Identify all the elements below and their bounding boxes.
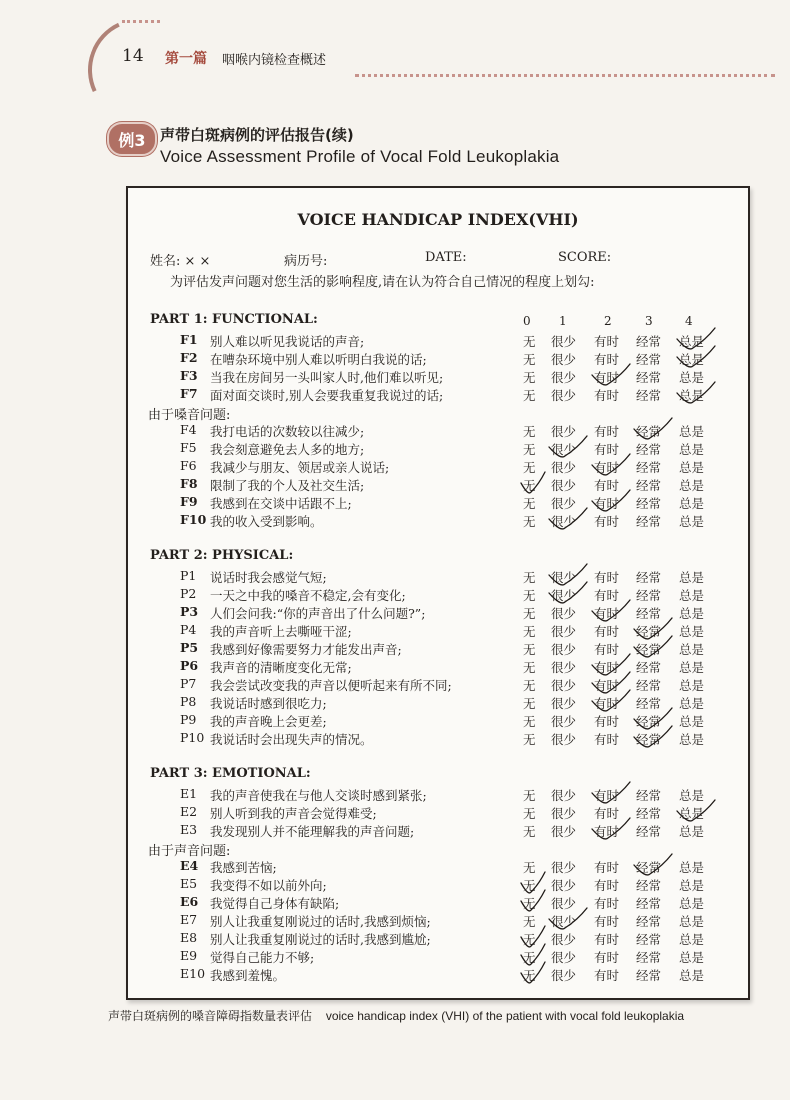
question-row [128,694,748,712]
question-text: 觉得自己能力不够; [210,950,315,965]
option-4[interactable]: 总是 [679,496,705,511]
question-row [128,512,748,530]
question-text: 别人听到我的声音会觉得难受; [210,806,377,821]
option-4[interactable]: 总是 [679,696,705,711]
question-row [128,458,748,476]
option-2[interactable]: 有时 [594,370,620,385]
question-code: P6 [180,658,199,673]
question-text: 限制了我的个人及社交生活; [210,478,365,493]
option-3[interactable]: 经常 [636,932,662,947]
option-2[interactable]: 有时 [594,334,620,349]
question-text: 人们会问我:“你的声音出了什么问题?”; [210,606,426,621]
option-3[interactable]: 经常 [636,968,662,983]
option-3[interactable]: 经常 [636,696,662,711]
chapter-title: 咽喉内镜检查概述 [222,53,327,68]
option-1[interactable]: 很少 [551,442,577,457]
option-1[interactable]: 很少 [551,878,577,893]
option-3[interactable]: 经常 [636,788,662,803]
question-code: E5 [180,876,198,891]
question-code: F2 [180,350,198,365]
option-0[interactable]: 无 [523,334,536,349]
question-text: 我感到在交谈中话跟不上; [210,496,352,511]
question-code: F3 [180,368,198,383]
caption-en: voice handicap index (VHI) of the patient with vocal fold leukoplakia [325,1009,685,1023]
question-code: F7 [180,386,198,401]
option-1[interactable]: 很少 [551,896,577,911]
question-code: F1 [180,332,198,347]
option-1[interactable]: 很少 [551,460,577,475]
option-0[interactable]: 无 [523,714,536,729]
option-2[interactable]: 有时 [594,968,620,983]
option-1[interactable]: 很少 [551,370,577,385]
part-heading: PART 2: PHYSICAL: [150,548,294,563]
question-code: E4 [180,858,199,873]
option-4[interactable]: 总是 [679,606,705,621]
form-title: VOICE HANDICAP INDEX(VHI) [297,210,579,229]
option-0[interactable]: 无 [523,606,536,621]
question-code: P2 [180,586,197,601]
option-0[interactable]: 无 [523,496,536,511]
vhi-form [126,186,750,1000]
question-code: E10 [180,966,206,981]
question-text: 我感到苦恼; [210,860,277,875]
option-2[interactable]: 有时 [594,950,620,965]
option-4[interactable]: 总是 [679,914,705,929]
option-1[interactable]: 很少 [551,678,577,693]
option-0[interactable]: 无 [523,860,536,875]
option-0[interactable]: 无 [523,932,536,947]
question-row [128,676,748,694]
question-text: 别人让我重复刚说过的话时,我感到烦恼; [210,914,431,929]
question-code: E7 [180,912,198,927]
header-arc-decoration [73,3,206,136]
option-4[interactable]: 总是 [679,824,705,839]
option-0[interactable]: 无 [523,370,536,385]
option-4[interactable]: 总是 [679,570,705,585]
option-0[interactable]: 无 [523,950,536,965]
option-1[interactable]: 很少 [551,824,577,839]
option-2[interactable]: 有时 [594,860,620,875]
option-4[interactable]: 总是 [679,514,705,529]
option-2[interactable]: 有时 [594,660,620,675]
option-0[interactable]: 无 [523,624,536,639]
question-row [128,640,748,658]
name-field: 姓名: × × [150,254,211,269]
option-0[interactable]: 无 [523,514,536,529]
question-text: 我的声音使我在与他人交谈时感到紧张; [210,788,427,803]
option-3[interactable]: 经常 [636,442,662,457]
sub-heading: 由于声音问题: [148,844,231,859]
option-4[interactable]: 总是 [679,732,705,747]
question-row [128,876,748,894]
option-2[interactable]: 有时 [594,388,620,403]
question-code: E2 [180,804,198,819]
option-3[interactable]: 经常 [636,678,662,693]
question-text: 我觉得自己身体有缺陷; [210,896,340,911]
option-0[interactable]: 无 [523,352,536,367]
question-code: P1 [180,568,197,583]
option-2[interactable]: 有时 [594,824,620,839]
question-text: 我说话时感到很吃力; [210,696,327,711]
question-text: 我的声音听上去嘶哑干涩; [210,624,352,639]
option-0[interactable]: 无 [523,696,536,711]
question-row [128,822,748,840]
question-row [128,586,748,604]
question-row [128,786,748,804]
option-0[interactable]: 无 [523,806,536,821]
option-2[interactable]: 有时 [594,496,620,511]
option-4[interactable]: 总是 [679,352,705,367]
option-1[interactable]: 很少 [551,950,577,965]
question-text: 我的收入受到影响。 [210,514,323,529]
question-code: F9 [180,494,198,509]
option-2[interactable]: 有时 [594,878,620,893]
option-0[interactable]: 无 [523,570,536,585]
option-0[interactable]: 无 [523,788,536,803]
option-2[interactable]: 有时 [594,896,620,911]
option-4[interactable]: 总是 [679,860,705,875]
option-2[interactable]: 有时 [594,732,620,747]
option-2[interactable]: 有时 [594,352,620,367]
option-3[interactable]: 经常 [636,514,662,529]
question-row [128,912,748,930]
option-4[interactable]: 总是 [679,806,705,821]
option-1[interactable]: 很少 [551,570,577,585]
question-row [128,440,748,458]
question-code: F4 [180,422,197,437]
option-0[interactable]: 无 [523,896,536,911]
question-code: P5 [180,640,199,655]
option-2[interactable]: 有时 [594,642,620,657]
question-text: 我感到好像需要努力才能发出声音; [210,642,402,657]
option-2[interactable]: 有时 [594,514,620,529]
option-0[interactable]: 无 [523,388,536,403]
question-text: 在嘈杂环境中别人难以听明白我说的话; [210,352,427,367]
option-0[interactable]: 无 [523,824,536,839]
option-1[interactable]: 很少 [551,732,577,747]
option-1[interactable]: 很少 [551,496,577,511]
option-1[interactable]: 很少 [551,388,577,403]
option-3[interactable]: 经常 [636,824,662,839]
option-3[interactable]: 经常 [636,424,662,439]
question-row [128,494,748,512]
chapter-label: 第一篇 [165,51,207,67]
record-number-field: 病历号: [284,254,328,269]
question-row [128,476,748,494]
sub-heading: 由于嗓音问题: [148,408,231,423]
option-2[interactable]: 有时 [594,696,620,711]
question-code: F5 [180,440,197,455]
option-1[interactable]: 很少 [551,334,577,349]
option-2[interactable]: 有时 [594,624,620,639]
option-0[interactable]: 无 [523,478,536,493]
option-4[interactable]: 总是 [679,950,705,965]
question-row [128,368,748,386]
question-row [128,622,748,640]
question-text: 别人让我重复刚说过的话时,我感到尴尬; [210,932,431,947]
question-row [128,930,748,948]
option-2[interactable]: 有时 [594,424,620,439]
question-text: 别人难以听见我说话的声音; [210,334,365,349]
option-2[interactable]: 有时 [594,606,620,621]
option-3[interactable]: 经常 [636,460,662,475]
option-3[interactable]: 经常 [636,714,662,729]
question-row [128,730,748,748]
option-3[interactable]: 经常 [636,642,662,657]
option-0[interactable]: 无 [523,914,536,929]
option-3[interactable]: 经常 [636,370,662,385]
option-4[interactable]: 总是 [679,932,705,947]
option-0[interactable]: 无 [523,642,536,657]
question-code: F6 [180,458,197,473]
option-4[interactable]: 总是 [679,896,705,911]
option-1[interactable]: 很少 [551,696,577,711]
question-code: E9 [180,948,198,963]
option-2[interactable]: 有时 [594,806,620,821]
question-text: 我声音的清晰度变化无常; [210,660,352,675]
option-3[interactable]: 经常 [636,732,662,747]
option-1[interactable]: 很少 [551,806,577,821]
question-row [128,858,748,876]
option-4[interactable]: 总是 [679,788,705,803]
option-4[interactable]: 总是 [679,370,705,385]
question-text: 当我在房间另一头叫家人时,他们难以听见; [210,370,444,385]
option-1[interactable]: 很少 [551,714,577,729]
example-title-en: Voice Assessment Profile of Vocal Fold Leukoplakia [160,147,560,166]
option-2[interactable]: 有时 [594,714,620,729]
scale-0: 0 [523,314,531,328]
question-text: 我感到羞愧。 [210,968,286,983]
question-row [128,386,748,404]
score-field: SCORE: [558,250,612,265]
question-text: 我减少与朋友、领居或亲人说话; [210,460,390,475]
option-3[interactable]: 经常 [636,914,662,929]
option-1[interactable]: 很少 [551,606,577,621]
option-3[interactable]: 经常 [636,860,662,875]
option-3[interactable]: 经常 [636,950,662,965]
header-dotted-line-top [122,20,160,23]
option-1[interactable]: 很少 [551,514,577,529]
option-4[interactable]: 总是 [679,588,705,603]
question-code: E3 [180,822,198,837]
option-4[interactable]: 总是 [679,714,705,729]
example-badge: 例3 [107,122,157,156]
option-0[interactable]: 无 [523,660,536,675]
option-0[interactable]: 无 [523,678,536,693]
option-0[interactable]: 无 [523,460,536,475]
option-1[interactable]: 很少 [551,642,577,657]
question-code: P4 [180,622,197,637]
question-row [128,804,748,822]
question-text: 我发现别人并不能理解我的声音问题; [210,824,415,839]
question-row [128,568,748,586]
option-1[interactable]: 很少 [551,624,577,639]
question-code: P10 [180,730,205,745]
figure-caption [108,1007,684,1024]
option-3[interactable]: 经常 [636,334,662,349]
header-dotted-line [355,74,775,77]
part-heading: PART 1: FUNCTIONAL: [150,312,318,327]
option-3[interactable]: 经常 [636,878,662,893]
date-field: DATE: [425,250,467,265]
option-2[interactable]: 有时 [594,442,620,457]
option-1[interactable]: 很少 [551,424,577,439]
option-0[interactable]: 无 [523,732,536,747]
option-0[interactable]: 无 [523,968,536,983]
question-text: 一天之中我的嗓音不稳定,会有变化; [210,588,406,603]
question-row [128,658,748,676]
question-text: 我打电话的次数较以往减少; [210,424,365,439]
option-1[interactable]: 很少 [551,788,577,803]
question-row [128,604,748,622]
option-3[interactable]: 经常 [636,388,662,403]
question-code: E1 [180,786,198,801]
question-text: 我说话时会出现失声的情况。 [210,732,373,747]
option-1[interactable]: 很少 [551,914,577,929]
question-code: P8 [180,694,197,709]
question-text: 面对面交谈时,别人会要我重复我说过的话; [210,388,444,403]
question-code: P3 [180,604,199,619]
option-2[interactable]: 有时 [594,588,620,603]
option-4[interactable]: 总是 [679,968,705,983]
option-3[interactable]: 经常 [636,896,662,911]
option-0[interactable]: 无 [523,424,536,439]
option-3[interactable]: 经常 [636,806,662,821]
scale-3: 3 [645,314,653,328]
option-2[interactable]: 有时 [594,570,620,585]
option-3[interactable]: 经常 [636,496,662,511]
page-number: 14 [122,46,144,66]
option-1[interactable]: 很少 [551,968,577,983]
option-4[interactable]: 总是 [679,660,705,675]
scale-4: 4 [685,314,693,328]
option-4[interactable]: 总是 [679,460,705,475]
option-3[interactable]: 经常 [636,660,662,675]
question-text: 说话时我会感觉气短; [210,570,327,585]
question-code: P7 [180,676,197,691]
question-row [128,712,748,730]
option-3[interactable]: 经常 [636,624,662,639]
scale-1: 1 [559,314,567,328]
option-4[interactable]: 总是 [679,334,705,349]
option-1[interactable]: 很少 [551,932,577,947]
question-row [128,894,748,912]
option-4[interactable]: 总是 [679,388,705,403]
question-text: 我会刻意避免去人多的地方; [210,442,365,457]
option-4[interactable]: 总是 [679,624,705,639]
part-heading: PART 3: EMOTIONAL: [150,766,311,781]
option-4[interactable]: 总是 [679,442,705,457]
option-4[interactable]: 总是 [679,478,705,493]
option-0[interactable]: 无 [523,442,536,457]
option-0[interactable]: 无 [523,878,536,893]
scale-2: 2 [604,314,612,328]
question-row [128,332,748,350]
question-row [128,948,748,966]
option-2[interactable]: 有时 [594,678,620,693]
question-row [128,422,748,440]
option-4[interactable]: 总是 [679,878,705,893]
question-code: E8 [180,930,198,945]
option-4[interactable]: 总是 [679,678,705,693]
option-0[interactable]: 无 [523,588,536,603]
question-row [128,966,748,984]
option-3[interactable]: 经常 [636,570,662,585]
question-text: 我的声音晚上会更差; [210,714,327,729]
question-text: 我会尝试改变我的声音以便听起来有所不同; [210,678,452,693]
option-1[interactable]: 很少 [551,588,577,603]
option-2[interactable]: 有时 [594,460,620,475]
example-title-cn: 声带白斑病例的评估报告(续) [160,126,354,144]
option-1[interactable]: 很少 [551,478,577,493]
question-code: E6 [180,894,199,909]
option-2[interactable]: 有时 [594,914,620,929]
option-1[interactable]: 很少 [551,352,577,367]
instruction-text: 为评估发声问题对您生活的影响程度,请在认为符合自己情况的程度上划勾: [170,275,595,290]
question-row [128,350,748,368]
question-code: P9 [180,712,197,727]
option-3[interactable]: 经常 [636,606,662,621]
option-2[interactable]: 有时 [594,788,620,803]
question-text: 我变得不如以前外向; [210,878,327,893]
question-code: F10 [180,512,207,527]
question-code: F8 [180,476,198,491]
caption-cn: 声带白斑病例的嗓音障碍指数量表评估 [108,1009,313,1023]
option-1[interactable]: 很少 [551,860,577,875]
option-2[interactable]: 有时 [594,932,620,947]
option-3[interactable]: 经常 [636,588,662,603]
option-4[interactable]: 总是 [679,642,705,657]
option-2[interactable]: 有时 [594,478,620,493]
option-1[interactable]: 很少 [551,660,577,675]
option-4[interactable]: 总是 [679,424,705,439]
option-3[interactable]: 经常 [636,478,662,493]
option-3[interactable]: 经常 [636,352,662,367]
